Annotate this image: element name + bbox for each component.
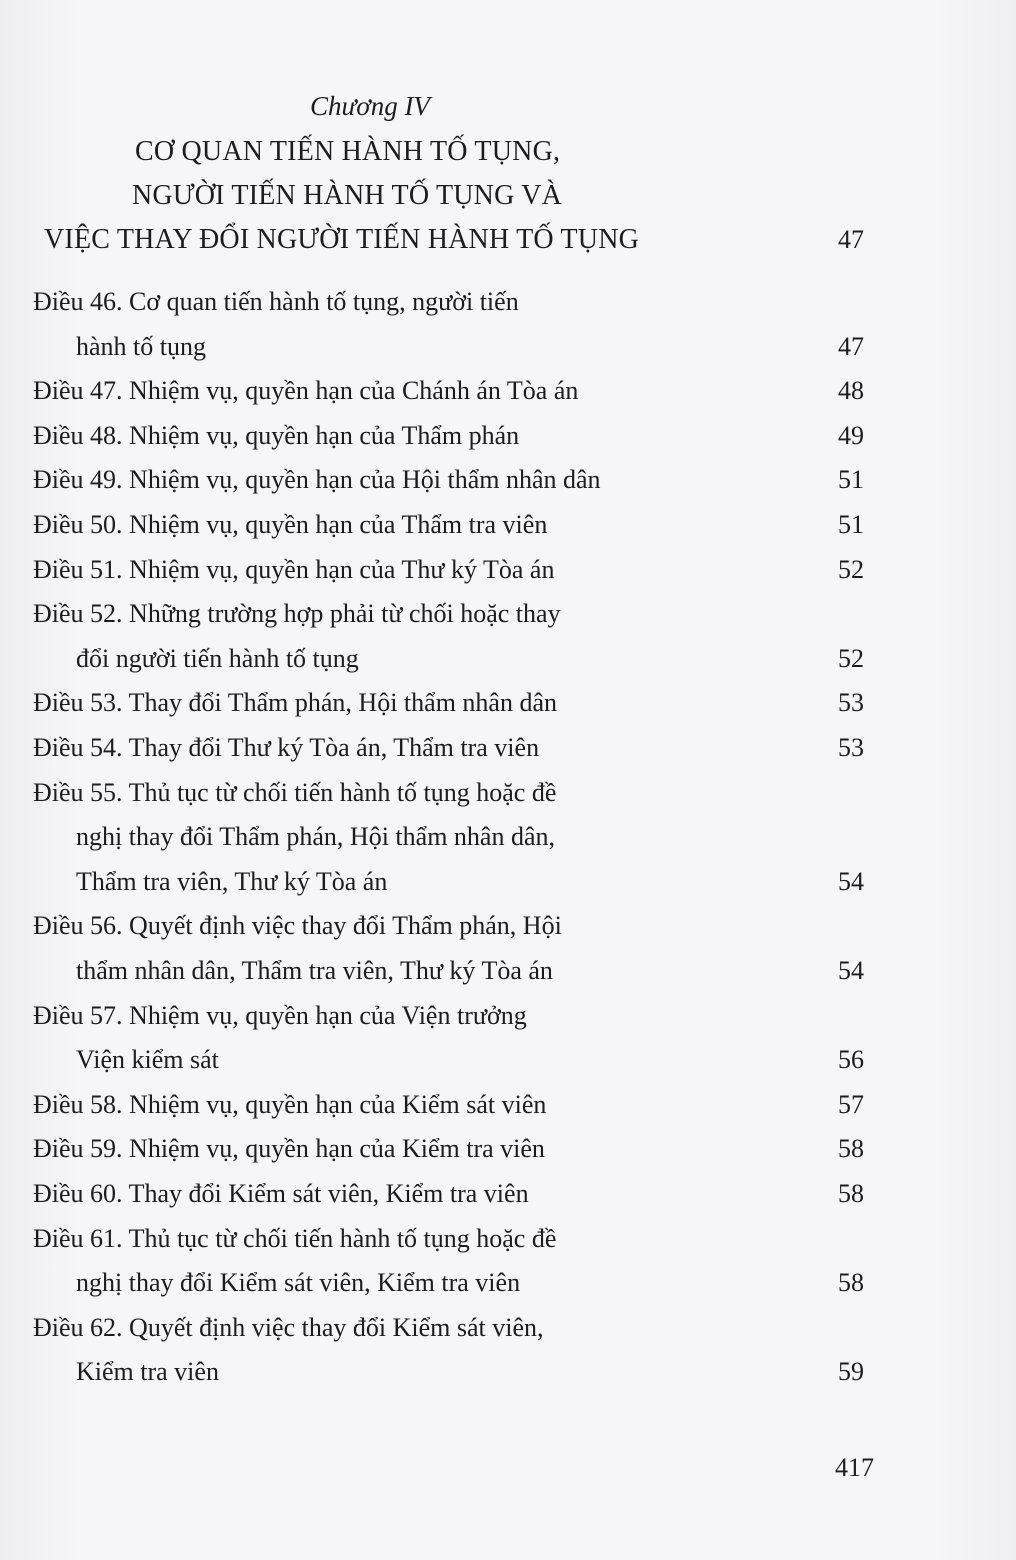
toc-entry-line xyxy=(0,280,1016,324)
toc-entry-page-number: 48 xyxy=(838,376,864,406)
toc-entry-line xyxy=(0,414,1016,458)
toc-entry-text: Điều 49. Nhiệm vụ, quyền hạn của Hội thẩm nhân dân xyxy=(33,465,601,495)
toc-entry-page-number: 52 xyxy=(838,643,864,673)
toc-entry-line xyxy=(0,1083,1016,1127)
toc-entry-page-number: 51 xyxy=(838,465,864,495)
toc-entry-page-number: 58 xyxy=(838,1179,864,1208)
chapter-label: Chương IV xyxy=(310,91,430,121)
toc-entry-text: Điều 51. Nhiệm vụ, quyền hạn của Thư ký Tòa án xyxy=(33,554,555,584)
toc-entry-text: Điều 48. Nhiệm vụ, quyền hạn của Thẩm phán xyxy=(33,420,520,450)
toc-entry-line xyxy=(0,949,1016,993)
toc-entry-text: Điều 56. Quyết định việc thay đổi Thẩm phán, Hội xyxy=(33,911,562,941)
toc-entry-text: Điều 47. Nhiệm vụ, quyền hạn của Chánh án Tòa án xyxy=(33,376,579,406)
toc-entry-page-number: 58 xyxy=(838,1134,864,1164)
toc-entry-line xyxy=(0,1127,1016,1171)
toc-entry-text: hành tố tụng xyxy=(76,331,206,361)
toc-entry-line xyxy=(0,1261,1016,1305)
toc-entry-text: Điều 55. Thủ tục từ chối tiến hành tố tụng hoặc đề xyxy=(33,777,557,807)
toc-entry-text: Điều 50. Nhiệm vụ, quyền hạn của Thẩm tra viên xyxy=(33,510,548,539)
toc-entry-line xyxy=(0,325,1016,369)
toc-entry-line xyxy=(0,1306,1016,1350)
toc-entry-line xyxy=(0,369,1016,413)
toc-entry-line xyxy=(0,681,1016,725)
toc-entry-text: Điều 61. Thủ tục từ chối tiến hành tố tụng hoặc đề xyxy=(33,1223,557,1253)
toc-entry-text: Điều 52. Những trường hợp phải từ chối hoặc thay xyxy=(33,599,561,629)
toc-entry-text: nghị thay đổi Kiểm sát viên, Kiểm tra viên xyxy=(76,1268,521,1298)
toc-entry-text: Điều 59. Nhiệm vụ, quyền hạn của Kiểm tra viên xyxy=(33,1134,545,1164)
toc-entry-page-number: 54 xyxy=(838,956,864,985)
toc-entry-line xyxy=(0,726,1016,770)
chapter-title-line-1: CƠ QUAN TIẾN HÀNH TỐ TỤNG, xyxy=(135,136,561,167)
toc-entry-text: Điều 53. Thay đổi Thẩm phán, Hội thẩm nhân dân xyxy=(33,688,557,718)
toc-entry-text: Điều 54. Thay đổi Thư ký Tòa án, Thẩm tra viên xyxy=(33,733,540,762)
toc-entry-text: Điều 58. Nhiệm vụ, quyền hạn của Kiểm sát viên xyxy=(33,1089,547,1119)
toc-entry-line xyxy=(0,592,1016,636)
toc-entry-text: nghị thay đổi Thẩm phán, Hội thẩm nhân dân, xyxy=(76,822,555,852)
toc-entry-page-number: 53 xyxy=(838,688,864,718)
toc-entry-line xyxy=(0,1038,1016,1082)
toc-entry-page-number: 56 xyxy=(838,1045,864,1075)
toc-entry-text: Thẩm tra viên, Thư ký Tòa án xyxy=(76,866,388,896)
toc-entry-page-number: 53 xyxy=(838,733,864,762)
chapter-title-line-3: VIỆC THAY ĐỔI NGƯỜI TIẾN HÀNH TỐ TỤNG xyxy=(44,224,640,255)
toc-entry-text: thẩm nhân dân, Thẩm tra viên, Thư ký Tòa án xyxy=(76,956,553,985)
toc-entry-line xyxy=(0,771,1016,815)
toc-entry-page-number: 54 xyxy=(838,866,864,896)
toc-entry-line xyxy=(0,637,1016,681)
toc-entry-line xyxy=(0,904,1016,948)
toc-entry-page-number: 49 xyxy=(838,420,864,450)
toc-entry-page-number: 57 xyxy=(838,1089,864,1119)
toc-entry-text: Điều 62. Quyết định việc thay đổi Kiểm sát viên, xyxy=(33,1312,544,1342)
toc-entry-line xyxy=(0,1350,1016,1394)
toc-entry-text: Kiểm tra viên xyxy=(76,1357,219,1387)
toc-entry-line xyxy=(0,548,1016,592)
toc-entry-text: Viện kiểm sát xyxy=(76,1045,219,1075)
toc-entry-line xyxy=(0,1172,1016,1216)
toc-entry-line xyxy=(0,503,1016,547)
toc-entry-text: Điều 57. Nhiệm vụ, quyền hạn của Viện trưởng xyxy=(33,1000,527,1030)
toc-entry-text: Điều 60. Thay đổi Kiểm sát viên, Kiểm tra viên xyxy=(33,1179,529,1208)
chapter-page-number: 47 xyxy=(838,225,864,254)
toc-entry-page-number: 51 xyxy=(838,510,864,539)
chapter-title-line-2: NGƯỜI TIẾN HÀNH TỐ TỤNG VÀ xyxy=(132,180,563,211)
toc-entry-text: Điều 46. Cơ quan tiến hành tố tụng, người tiến xyxy=(33,287,519,316)
folio-page-number: 417 xyxy=(835,1453,874,1482)
toc-entry-line xyxy=(0,994,1016,1038)
toc-entry-page-number: 52 xyxy=(838,554,864,584)
toc-entry-text: đổi người tiến hành tố tụng xyxy=(76,643,359,673)
toc-entry-line xyxy=(0,860,1016,904)
toc-entry-page-number: 58 xyxy=(838,1268,864,1298)
toc-entry-page-number: 47 xyxy=(838,331,864,361)
toc-entry-line xyxy=(0,1217,1016,1261)
toc-entry-line xyxy=(0,458,1016,502)
toc-entry-page-number: 59 xyxy=(838,1357,864,1387)
toc-entry-line xyxy=(0,815,1016,859)
